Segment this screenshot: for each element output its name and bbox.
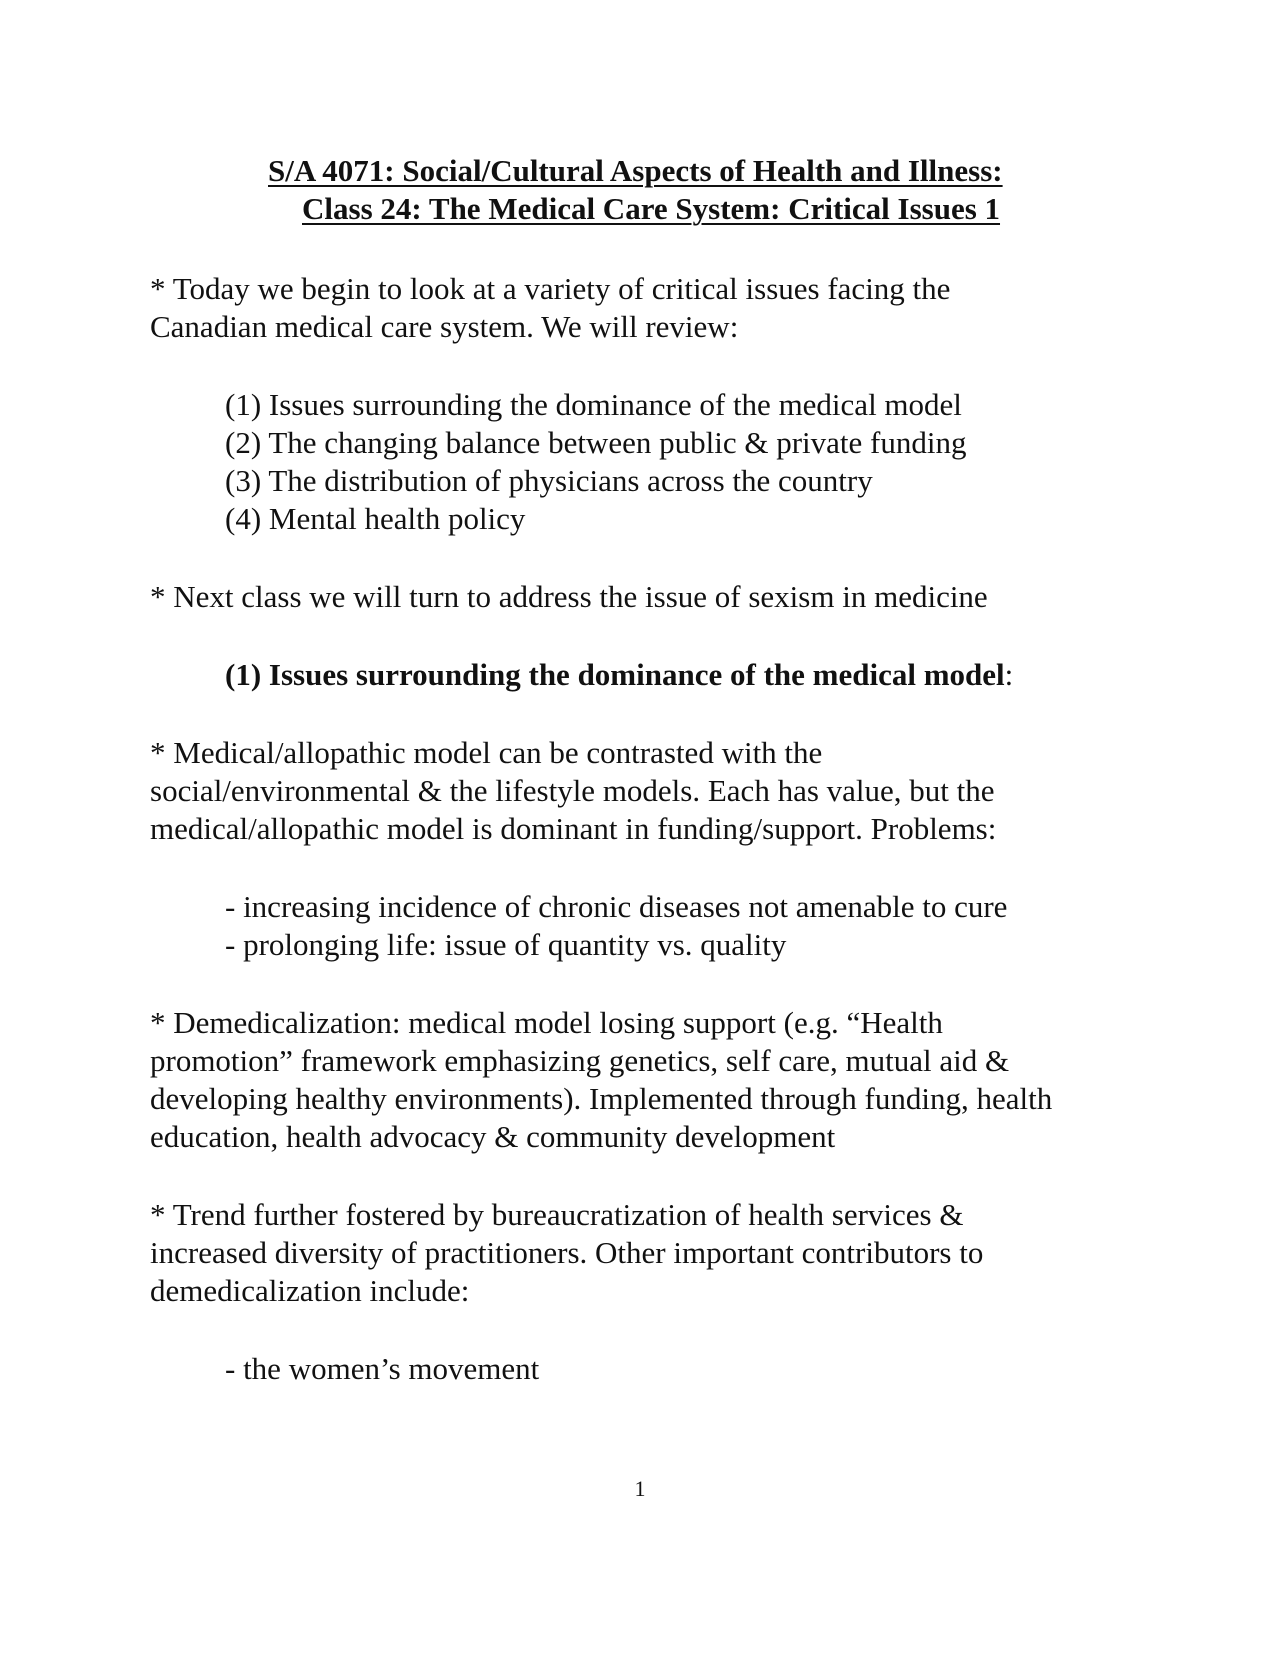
- section-heading-colon: :: [1004, 657, 1014, 692]
- intro-line-1: * Today we begin to look at a variety of critical issues facing the: [150, 271, 951, 306]
- page-number: 1: [634, 1476, 646, 1501]
- review-item-2: (2) The changing balance between public & private funding: [225, 425, 967, 460]
- medical-model-line-3: medical/allopathic model is dominant in funding/support. Problems:: [150, 811, 997, 846]
- problem-item-2: - prolonging life: issue of quantity vs. quality: [225, 927, 787, 962]
- demedicalization-line-3: developing healthy environments). Implemented through funding, health: [150, 1081, 1053, 1116]
- demedicalization-line-4: education, health advocacy & community development: [150, 1119, 836, 1154]
- next-class-note: * Next class we will turn to address the issue of sexism in medicine: [150, 579, 988, 614]
- trend-line-1: * Trend further fostered by bureaucratization of health services &: [150, 1197, 964, 1232]
- demedicalization-line-2: promotion” framework emphasizing genetics, self care, mutual aid &: [150, 1043, 1010, 1078]
- medical-model-line-2: social/environmental & the lifestyle models. Each has value, but the: [150, 773, 995, 808]
- problem-item-1: - increasing incidence of chronic diseases not amenable to cure: [225, 889, 1008, 924]
- intro-line-2: Canadian medical care system. We will review:: [150, 309, 739, 344]
- review-item-3: (3) The distribution of physicians across the country: [225, 463, 873, 498]
- demedicalization-line-1: * Demedicalization: medical model losing support (e.g. “Health: [150, 1005, 943, 1040]
- review-item-4: (4) Mental health policy: [225, 501, 526, 536]
- trend-line-3: demedicalization include:: [150, 1273, 470, 1308]
- section-heading: [225, 656, 1013, 694]
- medical-model-line-1: * Medical/allopathic model can be contrasted with the: [150, 735, 823, 770]
- review-item-1: (1) Issues surrounding the dominance of the medical model: [225, 387, 962, 422]
- document-title-line-1: S/A 4071: Social/Cultural Aspects of Health and Illness:: [268, 153, 1003, 188]
- contributor-item-1: - the women’s movement: [225, 1351, 540, 1386]
- trend-line-2: increased diversity of practitioners. Other important contributors to: [150, 1235, 984, 1270]
- document-title-line-2: Class 24: The Medical Care System: Critical Issues 1: [302, 191, 1001, 226]
- section-heading-text: (1) Issues surrounding the dominance of the medical model: [225, 657, 1005, 692]
